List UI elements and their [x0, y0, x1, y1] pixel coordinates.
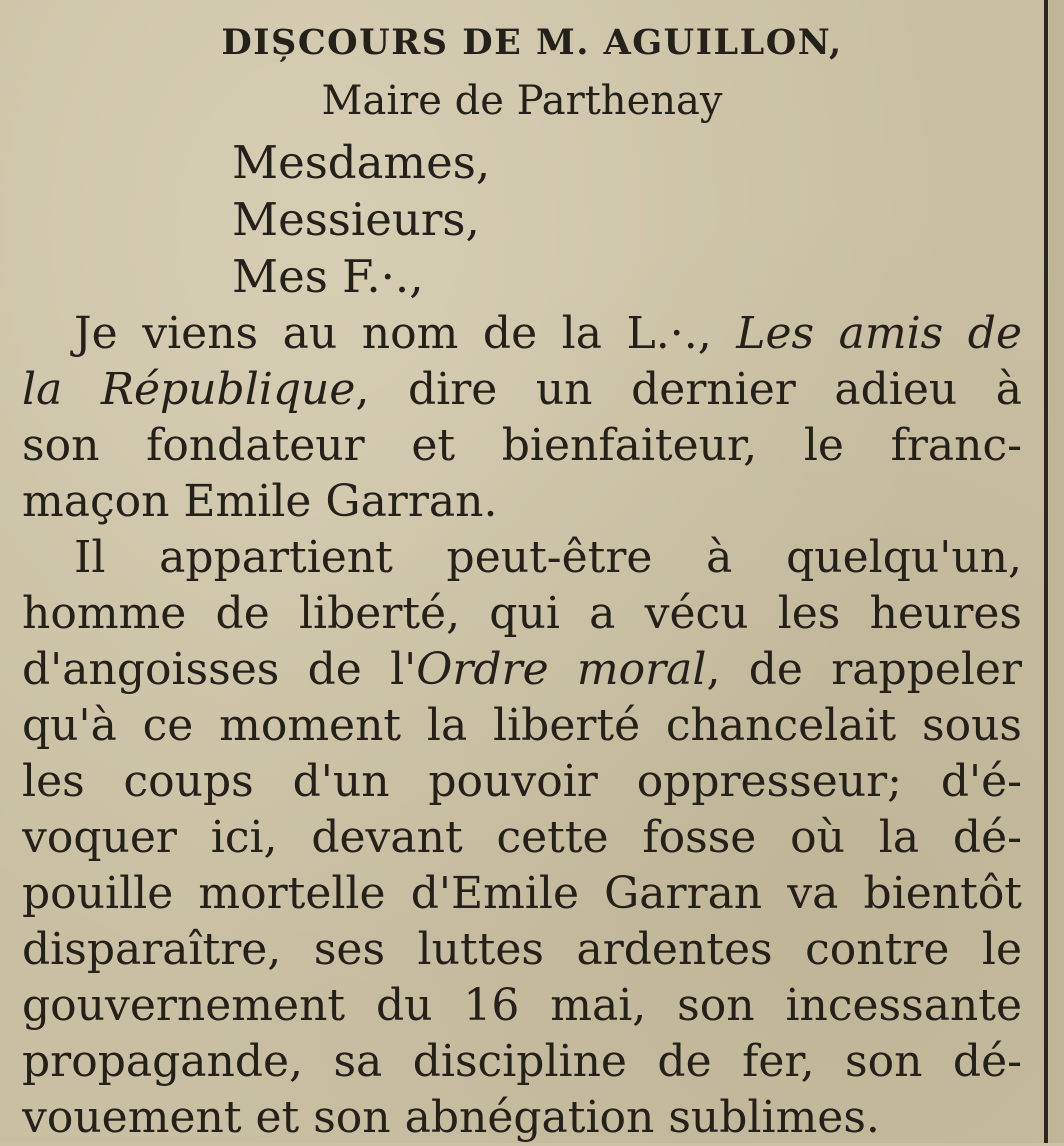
text-line: disparaître, ses luttes ardentes contre le	[22, 924, 1022, 975]
text-line	[22, 362, 1022, 418]
text-line: propagande, sa discipline de fer, son dé-	[22, 1036, 1022, 1087]
lodge-name-italic: la République	[22, 364, 356, 415]
text-span: Je viens au nom de la L.·.,	[74, 308, 737, 359]
text-line: voquer ici, devant cette fosse où la dé-	[22, 812, 1022, 863]
text-span: , dire un dernier adieu à	[355, 364, 1022, 415]
text-line	[22, 306, 1022, 362]
text-line: homme de liberté, qui a vécu les heures	[22, 588, 1022, 639]
text-line	[22, 642, 1022, 698]
text-line: pouille mortelle d'Emile Garran va bientôt	[22, 868, 1022, 919]
text-line: vouement et son abnégation sublimes.	[22, 1092, 880, 1143]
text-span: , de rappeler	[706, 644, 1022, 695]
salutation-line: Messieurs,	[232, 193, 480, 246]
text-line: les coups d'un pouvoir oppresseur; d'é-	[22, 756, 1022, 807]
paragraph-1	[22, 306, 1022, 530]
salutation-line: Mesdames,	[232, 136, 491, 189]
text-line: maçon Emile Garran.	[22, 476, 498, 527]
ordre-moral-italic: Ordre moral	[416, 644, 707, 695]
salutation-block	[22, 134, 1022, 305]
salutation-line: Mes F.·.,	[232, 250, 424, 303]
column-rule	[1044, 0, 1048, 1143]
article-heading: DIȘCOURS DE M. AGUILLON,	[221, 22, 843, 63]
lodge-name-italic: Les amis de	[736, 308, 1022, 359]
paragraph-2	[22, 530, 1022, 1146]
article-subheading: Maire de Parthenay	[321, 78, 723, 124]
page-margin	[1049, 0, 1064, 1143]
article-column	[22, 18, 1022, 1146]
text-line: son fondateur et bienfaiteur, le franc-	[22, 420, 1022, 471]
text-line: Il appartient peut-être à quelqu'un,	[74, 532, 1022, 583]
text-span: d'angoisses de l'	[22, 644, 417, 695]
text-line: gouvernement du 16 mai, son incessante	[22, 980, 1022, 1031]
text-line: qu'à ce moment la liberté chancelait sous	[22, 700, 1022, 751]
